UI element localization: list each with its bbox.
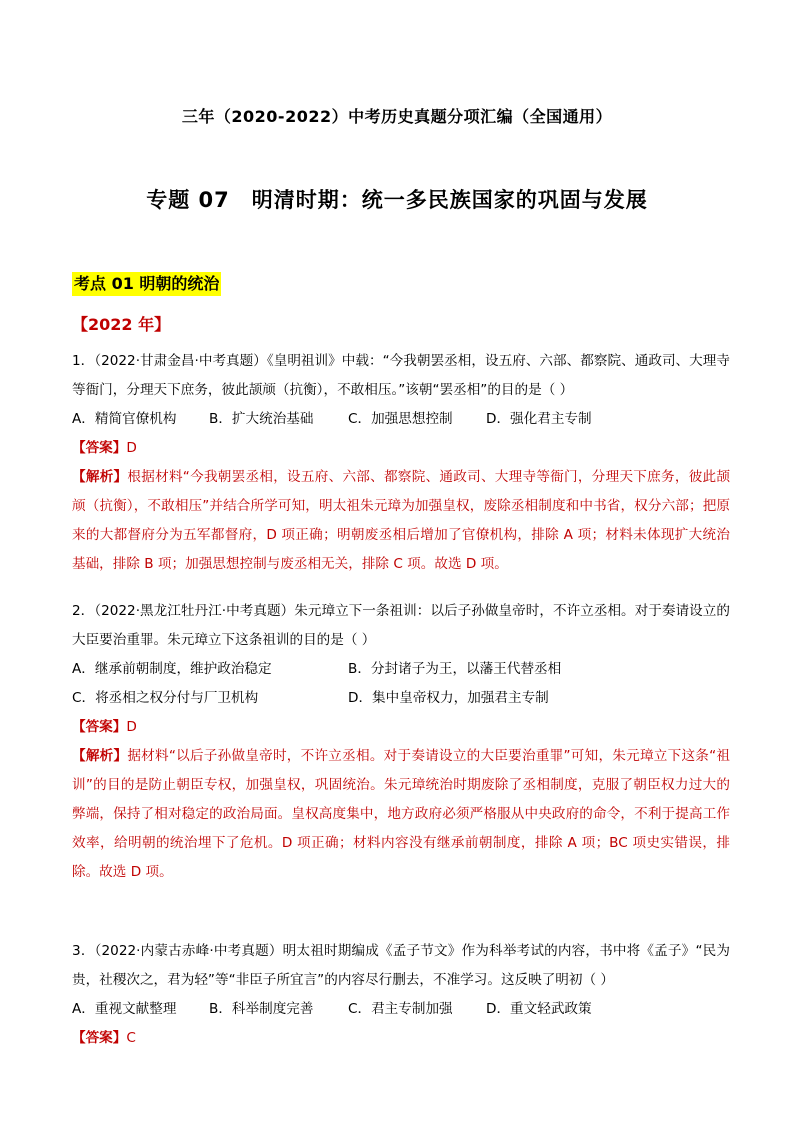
option-b: B．扩大统治基础 [209, 411, 314, 427]
option-d: D．集中皇帝权力，加强君主专制 [348, 690, 549, 706]
option-c: C．加强思想控制 [348, 411, 453, 427]
question-stem: 1．（2022·甘肃金昌·中考真题）《皇明祖训》中载：“今我朝罢丞相，设五府、六部、都察院、通政司、大理寺等衙门，分理天下庶务，彼此颉颃（抗衡），不敢相压。”该朝“罢丞相”的目的是（ ） [72, 353, 730, 398]
option-d: D．重文轻武政策 [486, 1001, 592, 1017]
year-heading: 【2022 年】 [72, 315, 171, 334]
answer-value: C [126, 1030, 136, 1046]
answer-label: 【答案】 [72, 719, 127, 735]
answer-line [72, 1024, 730, 1053]
option-a: A．继承前朝制度，维护政治稳定 [72, 661, 272, 677]
option-c: C．君主专制加强 [348, 1001, 453, 1017]
answer-value: D [126, 440, 137, 456]
analysis-text: 据材料“以后子孙做皇帝时，不许立丞相。对于奏请设立的大臣要治重罪”可知，朱元璋立下这条“祖训”的目的是防止朝臣专权，加强皇权，巩固统治。朱元璋统治时期废除了丞相制度，克服了朝臣权力过大的弊端，保持了相对稳定的政治局面。皇权高度集中，地方政府必须严格服从中央政府的命令，不利于提高工作效率，给明朝的统治埋下了危机。D 项正确；材料内容没有继承前朝制度，排除 A 项；BC 项史实错误，排除。故选 D 项。 [72, 748, 731, 880]
answer-label: 【答案】 [72, 1030, 127, 1046]
analysis [72, 463, 730, 579]
option-b: B．科举制度完善 [209, 1001, 314, 1017]
answer-label: 【答案】 [72, 440, 127, 456]
option-row [72, 995, 730, 1024]
analysis-label: 【解析】 [72, 469, 128, 485]
option-a: A．重视文献整理 [72, 1001, 177, 1017]
option-b: B．分封诸子为王，以藩王代替丞相 [348, 661, 562, 677]
option-a: A．精简官僚机构 [72, 411, 177, 427]
question-stem: 3．（2022·内蒙古赤峰·中考真题）明太祖时期编成《孟子节文》作为科举考试的内容，书中将《孟子》“民为贵，社稷次之，君为轻”等“非臣子所宜言”的内容尽行删去，不准学习。这反映了明初（ ） [72, 943, 730, 988]
option-c: C．将丞相之权分付与厂卫机构 [72, 690, 259, 706]
question-3 [72, 937, 730, 1053]
answer-line [72, 434, 730, 463]
analysis-text: 根据材料“今我朝罢丞相，设五府、六部、都察院、通政司、大理寺等衙门，分理天下庶务，彼此颉颃（抗衡），不敢相压”并结合所学可知，明太祖朱元璋为加强皇权，废除丞相制度和中书省，权分六部；把原来的大都督府分为五军都督府，D 项正确；明朝废丞相后增加了官僚机构，排除 A 项；材料未体现扩大统治基础，排除 B 项；加强思想控制与废丞相无关，排除 C 项。故选 D 项。 [72, 469, 730, 572]
question-2 [72, 597, 730, 887]
key-point-heading: 考点 01 明朝的统治 [72, 272, 221, 296]
question-stem: 2．（2022·黑龙江牡丹江·中考真题）朱元璋立下一条祖训：以后子孙做皇帝时，不许立丞相。对于奏请设立的大臣要治重罪。朱元璋立下这条祖训的目的是（ ） [72, 603, 730, 648]
answer-value: D [126, 719, 137, 735]
analysis-label: 【解析】 [72, 748, 128, 764]
option-row [72, 655, 730, 684]
question-1 [72, 347, 730, 579]
analysis [72, 742, 730, 887]
answer-line [72, 713, 730, 742]
topic-title: 专题 07 明清时期：统一多民族国家的巩固与发展 [146, 188, 648, 212]
option-row [72, 684, 730, 713]
series-title: 三年（2020-2022）中考历史真题分项汇编（全国通用） [181, 107, 613, 126]
option-d: D．强化君主专制 [486, 411, 592, 427]
option-row [72, 405, 730, 434]
